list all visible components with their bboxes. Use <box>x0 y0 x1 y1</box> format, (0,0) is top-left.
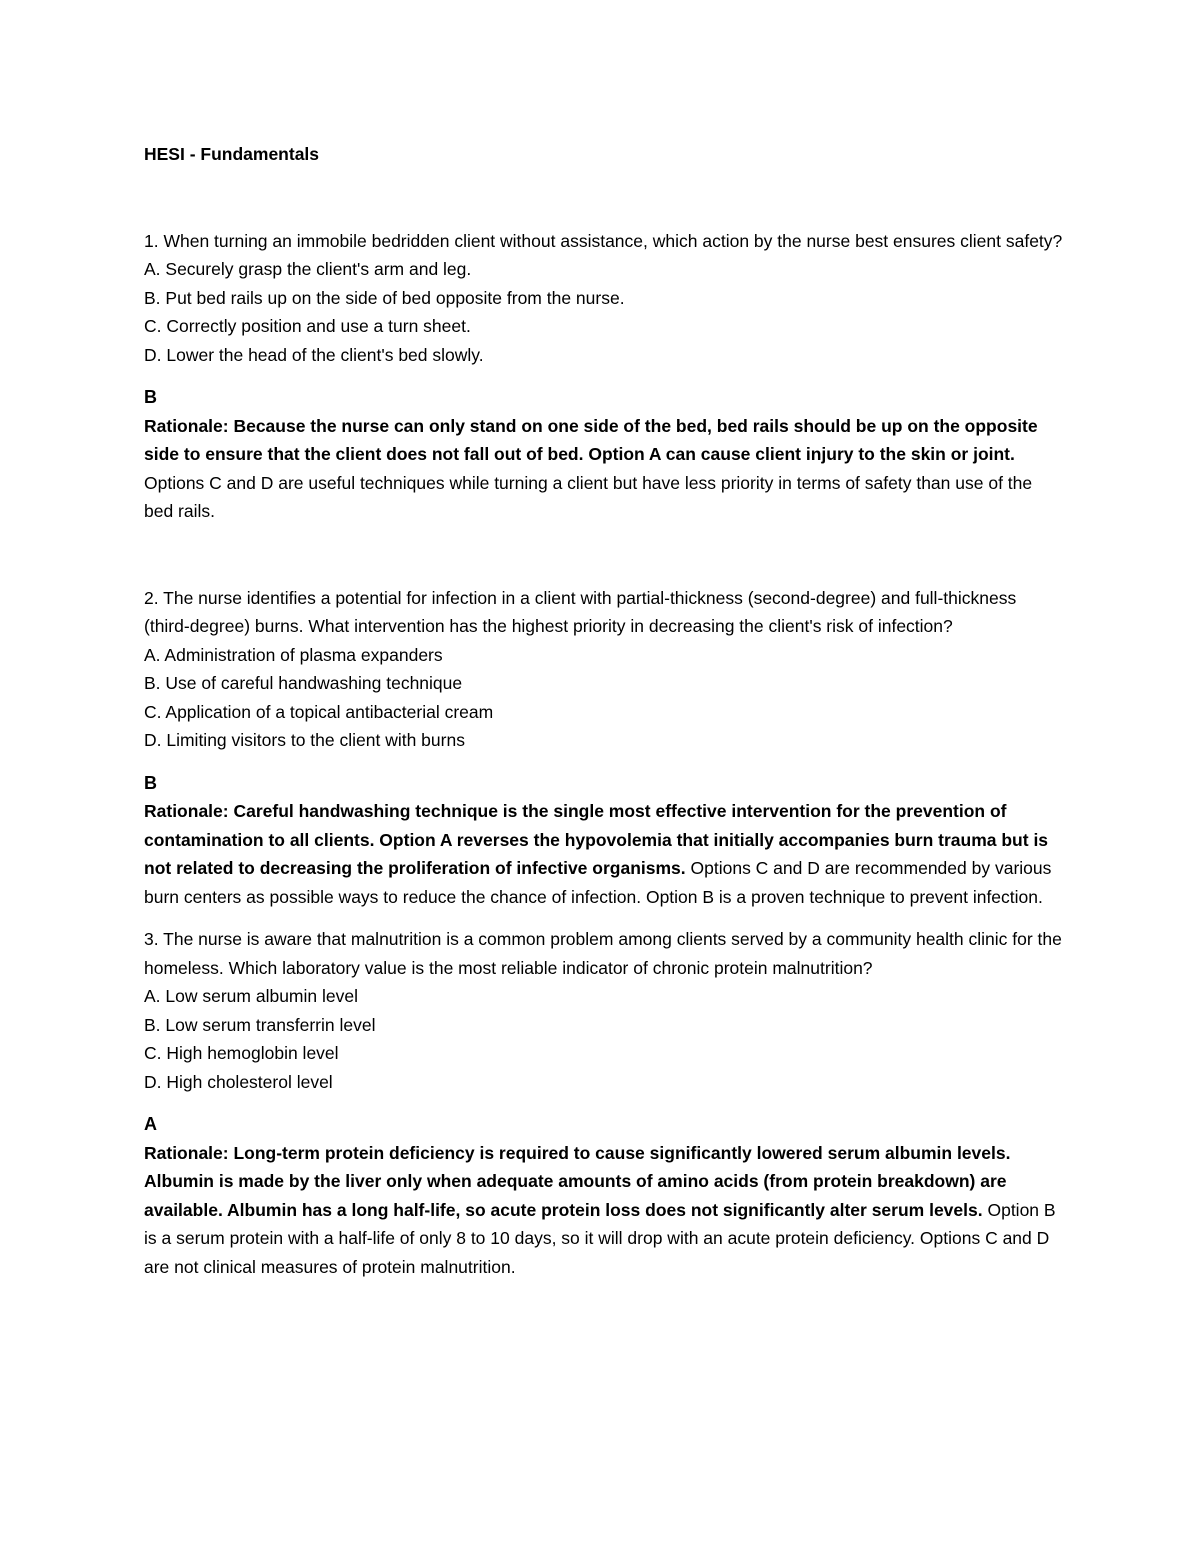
spacer <box>144 911 1064 925</box>
correct-answer: A <box>144 1114 157 1134</box>
rationale <box>144 1139 1064 1282</box>
correct-answer: B <box>144 387 157 407</box>
option-b: B. Put bed rails up on the side of bed opposite from the nurse. <box>144 287 625 308</box>
option-a: A. Securely grasp the client's arm and leg. <box>144 259 472 279</box>
option-d: D. Limiting visitors to the client with burns <box>144 730 465 750</box>
option-d: D. High cholesterol level <box>144 1071 333 1092</box>
option-a: A. Low serum albumin level <box>144 986 358 1006</box>
rationale-plain: Option B is a serum protein with a half-life of only 8 to 10 days, so it will drop with an acute protein deficiency. Options C and D are not clinical measures of protein malnutrition. <box>144 1199 1056 1277</box>
option-c: C. High hemoglobin level <box>144 1043 339 1063</box>
question-block-1 <box>144 227 1064 526</box>
rationale-bold: Rationale: Long-term protein deficiency is required to cause significantly lowered serum albumin levels. Albumin is made by the liver only when adequate amounts of amino acids (from protein breakdown) are available. Albumin has a long half-life, so acute protein loss does not significantly alter serum levels. <box>144 1142 1011 1220</box>
question-block-3 <box>144 925 1064 1281</box>
question-stem: 2. The nurse identifies a potential for infection in a client with partial-thickness (second-degree) and full-thickness (third-degree) burns. What intervention has the highest priority in decreasing the client's risk of infection? <box>144 587 1017 636</box>
rationale <box>144 797 1064 911</box>
option-c: C. Correctly position and use a turn sheet. <box>144 316 471 336</box>
option-d: D. Lower the head of the client's bed slowly. <box>144 344 484 365</box>
spacer <box>144 526 1064 584</box>
rationale <box>144 412 1064 526</box>
option-b: B. Low serum transferrin level <box>144 1014 376 1035</box>
option-c: C. Application of a topical antibacterial cream <box>144 701 494 722</box>
document-page <box>144 140 1064 1281</box>
question-stem: 1. When turning an immobile bedridden client without assistance, which action by the nurse best ensures client safety? <box>144 230 1063 251</box>
rationale-plain: Options C and D are recommended by various burn centers as possible ways to reduce the chance of infection. Option B is a proven technique to prevent infection. <box>144 858 1052 907</box>
option-a: A. Administration of plasma expanders <box>144 644 443 665</box>
rationale-bold: Rationale: Careful handwashing technique is the single most effective intervention for the prevention of contamination to all clients. Option A reverses the hypovolemia that initially accompanies burn trauma but is not related to decreasing the proliferation of infective organisms. <box>144 801 1049 878</box>
option-b: B. Use of careful handwashing technique <box>144 673 463 693</box>
rationale-plain: Options C and D are useful techniques while turning a client but have less priority in terms of safety than use of the bed rails. <box>144 472 1033 521</box>
rationale-bold: Rationale: Because the nurse can only stand on one side of the bed, bed rails should be up on the opposite side to ensure that the client does not fall out of bed. Option A can cause client injury to the skin or joint. <box>144 415 1038 464</box>
document-title: HESI - Fundamentals <box>144 144 320 164</box>
question-stem: 3. The nurse is aware that malnutrition is a common problem among clients served by a community health clinic for the homeless. Which laboratory value is the most reliable indicator of chronic protein malnutrition? <box>144 929 1062 978</box>
correct-answer: B <box>144 772 157 793</box>
question-block-2 <box>144 584 1064 912</box>
